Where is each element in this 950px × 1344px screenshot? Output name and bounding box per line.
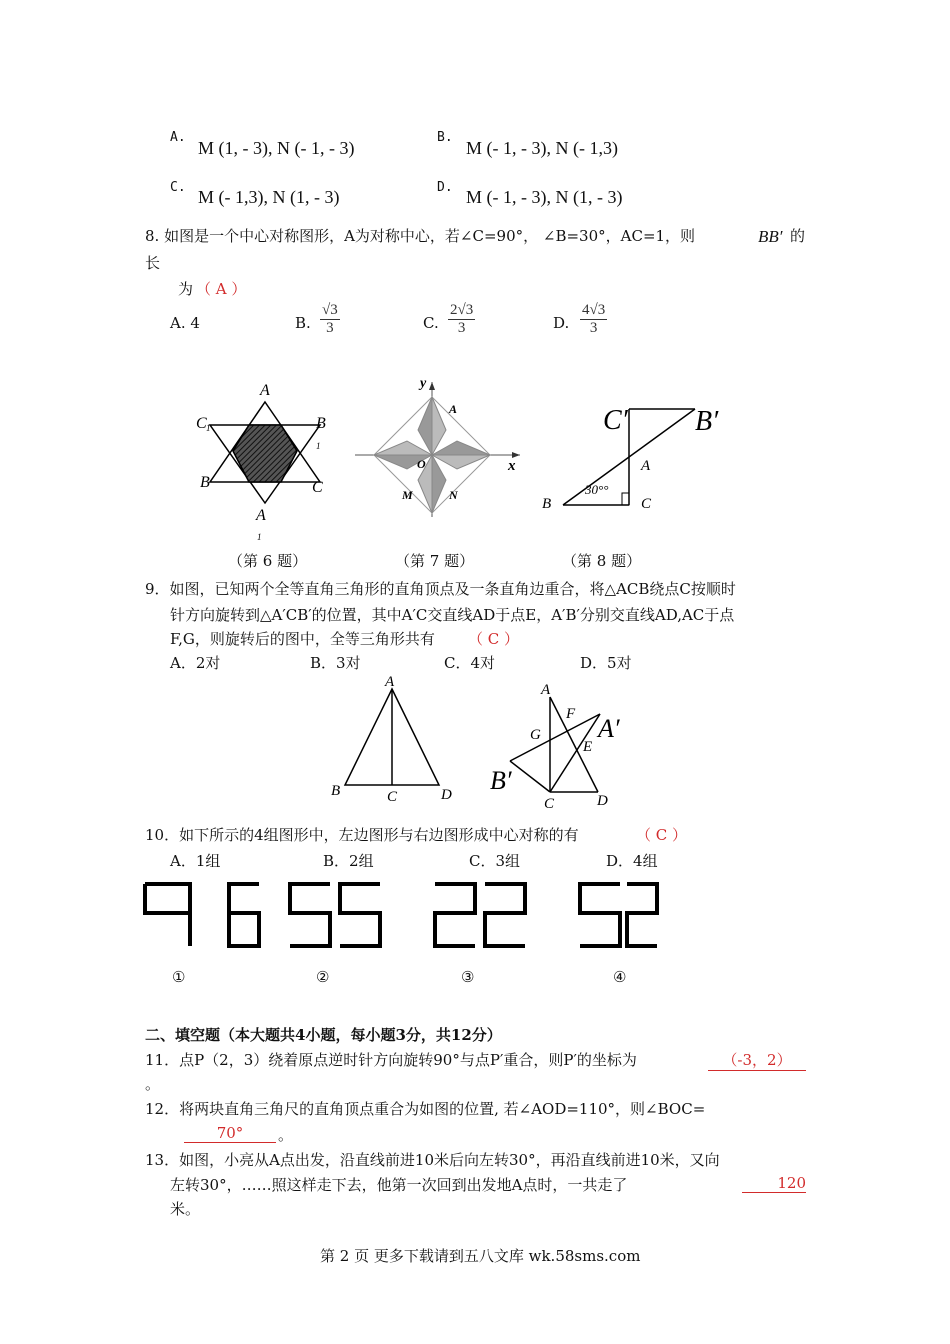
q8-option-c-label: C. (423, 314, 439, 332)
q7-option-d-label: D. (437, 180, 453, 195)
q10-digit-2c (627, 884, 657, 946)
q8-option-d-den: 3 (589, 320, 598, 336)
q8-line1: 8. 如图是一个中心对称图形，A为对称中心，若∠C=90°， ∠B=30°，AC=1，则 (145, 227, 696, 245)
q10-line1: 10．如下所示的4组图形中，左边图形与右边图形成中心对称的有 (145, 826, 579, 844)
fig6-caption: （第 6 题） (228, 552, 308, 570)
q12-text: 12．将两块直角三角尺的直角顶点重合为如图的位置, 若∠AOD=110°，则∠BOC= (145, 1100, 706, 1118)
fig8-label-c: C (641, 496, 652, 512)
q9-line2: 针方向旋转到△A′CB′的位置，其中A′C交直线AD于点E，A′B′分别交直线AD,AC于点 (170, 606, 735, 624)
fig7-label-n: N (449, 488, 458, 502)
fig7-blade-6 (432, 455, 446, 513)
fig9r-label-c: C (544, 796, 555, 812)
q7-option-b-label: B. (437, 130, 453, 145)
fig9l-label-c: C (387, 789, 398, 804)
fig9r-label-e: E (583, 739, 593, 755)
q13-answer: 120 (742, 1174, 806, 1193)
figure-9-right (488, 677, 628, 812)
fig7-blade-4 (432, 441, 490, 455)
q8-answer: （ A ） (196, 280, 247, 298)
figure-9-left (325, 672, 465, 804)
q10-digit-2a (435, 884, 475, 946)
fig9r-label-g: G (530, 727, 541, 743)
fig9r-label-a-prime: A′ (598, 714, 620, 743)
figure-6-hexagram (190, 375, 340, 545)
q13-line3: 米。 (170, 1200, 201, 1218)
q12-end: 。 (278, 1126, 294, 1144)
q8-line1-end: 的 (790, 227, 806, 245)
q9-option-d: D．5对 (580, 654, 632, 672)
q10-digit-9 (145, 884, 190, 946)
fig8-caption: （第 8 题） (562, 552, 642, 570)
fig9l-label-d: D (441, 787, 452, 803)
q11-text: 11．点P（2，3）绕着原点逆时针方向旋转90°与点P′重合，则P′的坐标为 (145, 1051, 637, 1069)
q8-option-c-den: 3 (457, 320, 466, 336)
fig8-label-b: B (542, 496, 552, 512)
q8-option-c-num: 2√3 (450, 302, 474, 318)
q8-line2: 长 (145, 254, 161, 272)
q10-digit-5a (290, 884, 330, 946)
q12-answer: 70° (184, 1124, 276, 1143)
fig7-label-o: O (417, 457, 426, 471)
q8-option-b-fraction (320, 302, 340, 337)
fig8-right-angle-mark (622, 493, 629, 505)
q9-option-b: B．3对 (310, 654, 361, 672)
q11-end: 。 (145, 1075, 161, 1093)
fig8-label-angle: 30°° (585, 482, 609, 497)
q10-digit-5c (580, 884, 620, 946)
q9-option-a: A．2对 (170, 654, 221, 672)
q10-answer: （ C ） (636, 826, 688, 844)
fig7-label-a: A (449, 402, 458, 416)
q9-answer: （ C ） (468, 630, 520, 648)
q10-circled-1: ① (172, 968, 186, 986)
fig9r-label-f: F (566, 706, 576, 722)
fig9l-label-a: A (385, 674, 395, 690)
fig6-label-b-right: B (316, 415, 326, 432)
q9-line1: 9．如图，已知两个全等直角三角形的直角顶点及一条直角边重合，将△ACB绕点C按顺时 (145, 580, 736, 598)
q9-option-c: C．4对 (444, 654, 496, 672)
fig6-label-a-top: A (260, 382, 270, 399)
page-footer: 第 2 页 更多下载请到五八文库 wk.58sms.com (320, 1247, 641, 1265)
section-2-title: 二、填空题（本大题共4小题，每小题3分，共12分） (145, 1026, 502, 1044)
q8-option-d-fraction (580, 302, 607, 337)
q8-option-c-fraction (448, 302, 475, 337)
q10-digit-groups (135, 878, 675, 958)
fig9r-label-a: A (541, 682, 551, 698)
fig7-label-m: M (402, 488, 413, 502)
q9-line3: F,G，则旋转后的图中，全等三角形共有 (170, 630, 435, 648)
fig8-label-b-prime: B′ (695, 406, 719, 437)
fig6-label-c-right: C (312, 479, 323, 496)
figure-8 (535, 395, 765, 520)
q10-option-d: D．4组 (606, 852, 658, 870)
fig9r-label-d: D (597, 793, 608, 809)
q7-option-d-text: M (- 1, - 3), N (1, - 3) (466, 187, 623, 207)
q8-math-bb: BB′ (758, 227, 783, 246)
fig7-caption: （第 7 题） (395, 552, 475, 570)
fig6-label-a-bottom: A (256, 507, 266, 524)
q10-option-a: A．1组 (170, 852, 221, 870)
fig7-label-x: x (508, 458, 516, 474)
fig7-label-y: y (420, 376, 427, 391)
q8-option-b-label: B. (295, 314, 311, 332)
q10-option-b: B．2组 (323, 852, 374, 870)
fig7-blade-1 (432, 397, 446, 455)
q10-option-c: C．3组 (469, 852, 521, 870)
figure-7-pinwheel (350, 372, 525, 522)
fig6-label-a-bottom-sub: 1 (257, 532, 262, 542)
fig9r-line-b-prime-c (510, 761, 550, 792)
q10-digit-2b (485, 884, 525, 946)
q10-circled-4: ④ (613, 968, 627, 986)
q10-circled-3: ③ (461, 968, 475, 986)
fig7-y-arrow (429, 382, 435, 390)
q8-line3-prefix: 为 (178, 280, 194, 298)
fig9l-label-b: B (331, 783, 341, 799)
q13-line2: 左转30°，……照这样走下去，他第一次回到出发地A点时，一共走了 (170, 1176, 628, 1194)
fig6-label-c1-sub: 1 (206, 423, 211, 433)
q8-option-a: A. 4 (170, 314, 200, 332)
q7-option-a-text: M (1, - 3), N (- 1, - 3) (198, 138, 355, 158)
fig7-blade-2 (418, 397, 432, 455)
q7-option-c-text: M (- 1,3), N (1, - 3) (198, 187, 340, 207)
q8-option-d-label: D. (553, 314, 570, 332)
q8-option-d-num: 4√3 (582, 302, 606, 318)
q10-circled-2: ② (316, 968, 330, 986)
fig6-label-b-right-sub: 1 (316, 441, 321, 451)
fig8-label-a: A (641, 458, 651, 474)
q11-answer: （-3，2） (708, 1049, 806, 1071)
fig7-blade-3 (432, 455, 490, 469)
fig8-label-c-prime: C′ (603, 405, 628, 436)
q7-option-b-text: M (- 1, - 3), N (- 1,3) (466, 138, 618, 158)
q7-option-a-label: A. (170, 130, 186, 145)
q8-option-b-den: 3 (326, 320, 334, 336)
fig7-blade-7 (374, 441, 432, 455)
q8-option-b-num: √3 (322, 302, 338, 318)
fig6-label-c1: C (196, 415, 207, 432)
fig9r-label-b-prime: B′ (490, 766, 512, 795)
q10-digit-5b (340, 884, 380, 946)
q10-digit-6 (229, 884, 259, 946)
q7-option-c-label: C. (170, 180, 186, 195)
q13-line1: 13．如图，小亮从A点出发，沿直线前进10米后向左转30°，再沿直线前进10米，又向 (145, 1151, 720, 1169)
fig6-label-b-left: B (200, 474, 210, 491)
